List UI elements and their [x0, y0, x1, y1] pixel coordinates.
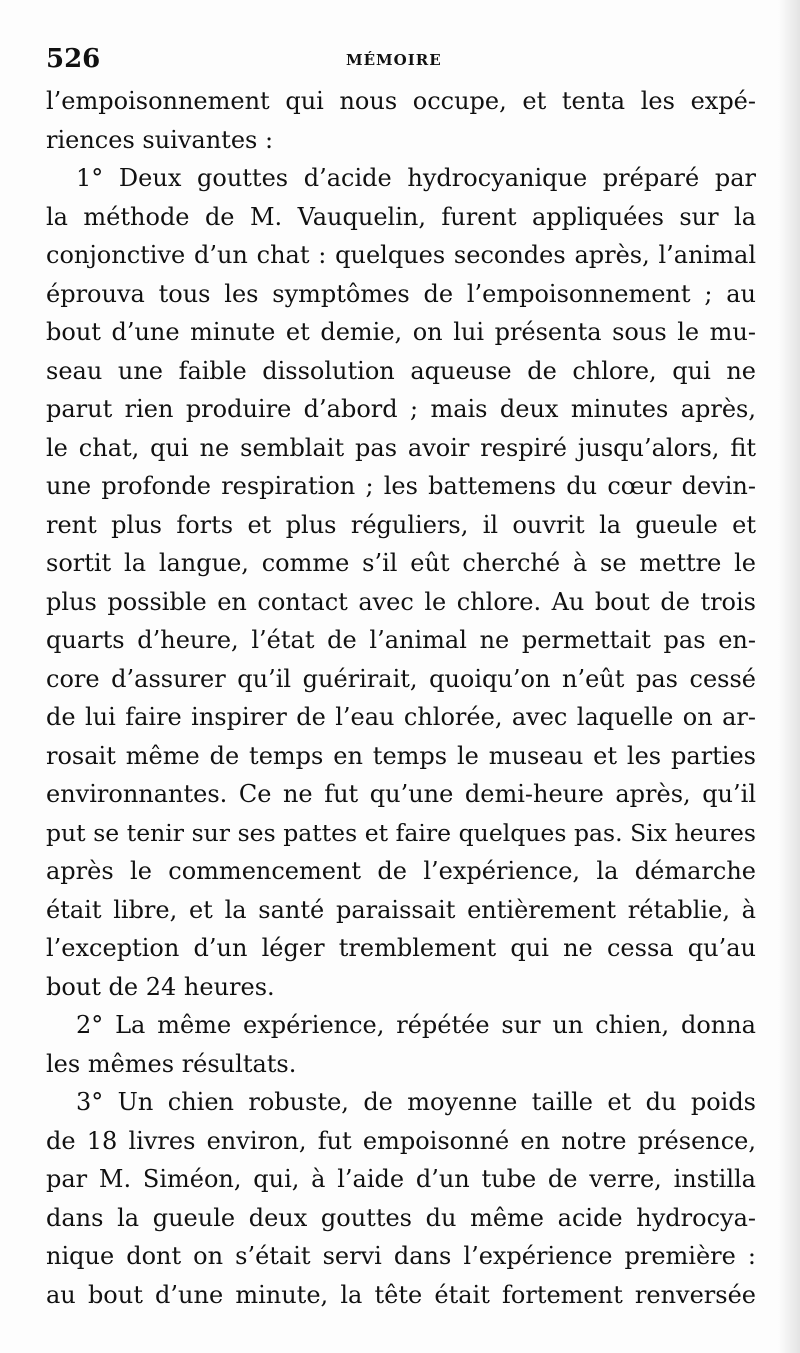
text-line: était libre, et la santé paraissait entièrement rétablie, à	[46, 895, 756, 924]
page-header	[46, 44, 756, 74]
text-line: au bout d’une minute, la tête était fortement renversée	[46, 1280, 756, 1309]
text-line: put se tenir sur ses pattes et faire quelques pas. Six heures	[46, 818, 756, 847]
text-line: le chat, qui ne semblait pas avoir respiré jusqu’alors, fit	[46, 433, 756, 462]
text-line: 2° La même expérience, répétée sur un chien, donna	[76, 1011, 756, 1039]
text-line: sortit la langue, comme s’il eût cherché à se mettre le	[46, 549, 756, 577]
text-line: 3° Un chien robuste, de moyenne taille et du poids	[76, 1088, 756, 1116]
text-line: l’empoisonnement qui nous occupe, et tenta les expé-	[46, 87, 756, 115]
text-line: une profonde respiration ; les battemens du cœur devin-	[46, 472, 756, 500]
text-line: riences suivantes :	[46, 125, 274, 154]
text-line: rosait même de temps en temps le museau et les parties	[46, 741, 756, 770]
text-line: par M. Siméon, qui, à l’aide d’un tube de verre, instilla	[46, 1165, 756, 1193]
text-line: de lui faire inspirer de l’eau chlorée, avec laquelle on ar-	[46, 703, 756, 731]
text-line: parut rien produire d’abord ; mais deux minutes après,	[46, 395, 756, 423]
text-line: conjonctive d’un chat : quelques secondes après, l’animal	[46, 241, 756, 269]
text-line: les mêmes résultats.	[46, 1049, 297, 1078]
text-line: la méthode de M. Vauquelin, furent appliquées sur la	[46, 202, 756, 231]
text-line: rent plus forts et plus réguliers, il ouvrit la gueule et	[46, 510, 756, 539]
text-line: quarts d’heure, l’état de l’animal ne permettait pas en-	[46, 626, 756, 654]
body-text	[46, 82, 756, 1314]
running-title: MÉMOIRE	[346, 51, 442, 69]
text-line: bout d’une minute et demie, on lui présenta sous le mu-	[46, 318, 756, 346]
text-line: nique dont on s’était servi dans l’expérience première :	[46, 1242, 756, 1270]
text-line: de 18 livres environ, fut empoisonné en notre présence,	[46, 1126, 756, 1155]
text-line: bout de 24 heures.	[46, 972, 275, 1001]
page-number: 526	[46, 44, 101, 74]
text-line: seau une faible dissolution aqueuse de chlore, qui ne	[46, 356, 756, 385]
text-line: dans la gueule deux gouttes du même acide hydrocya-	[46, 1203, 756, 1232]
text-line: éprouva tous les symptômes de l’empoisonnement ; au	[46, 279, 756, 308]
text-line: 1° Deux gouttes d’acide hydrocyanique préparé par	[76, 164, 756, 192]
text-line: core d’assurer qu’il guérirait, quoiqu’on n’eût pas cessé	[46, 664, 756, 693]
text-line: l’exception d’un léger tremblement qui ne cessa qu’au	[46, 934, 756, 962]
text-line: plus possible en contact avec le chlore. Au bout de trois	[46, 587, 756, 616]
text-line: après le commencement de l’expérience, la démarche	[46, 857, 756, 885]
text-line: environnantes. Ce ne fut qu’une demi-heure après, qu’il	[46, 780, 756, 808]
